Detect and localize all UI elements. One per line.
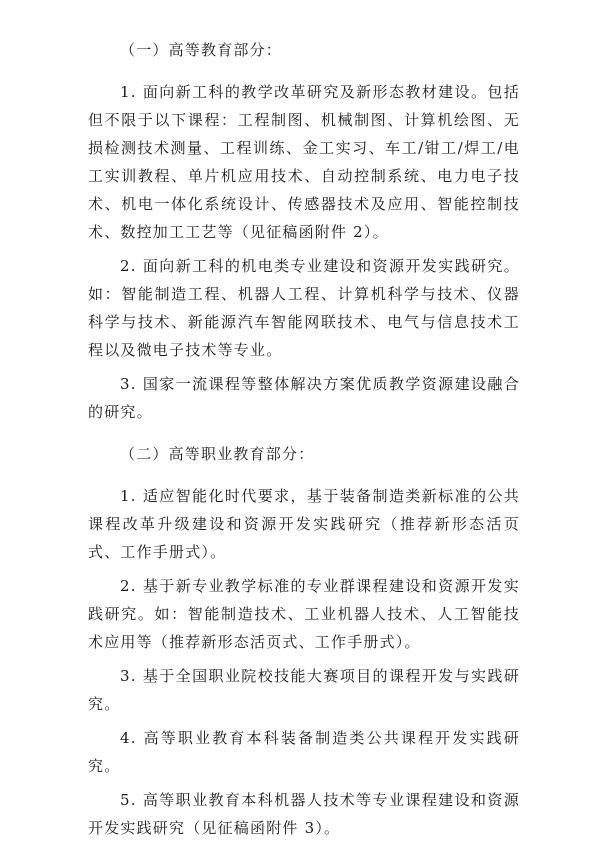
list-item: 1. 面向新工科的教学改革研究及新形态教材建设。包括但不限于以下课程：工程制图、机械制图、计算机绘图、无损检测技术测量、工程训练、金工实习、车工/钳工/焊工/电工实训教程、单片机应用技术、自动控制系统、电力电子技术、机电一体化系统设计、传感器技术及应用、智能控制技术、数控加工工艺等（见征稿函附件 2）。	[88, 83, 520, 241]
list-item: 3. 国家一流课程等整体解决方案优质教学资源建设融合的研究。	[88, 375, 520, 421]
section-higher-education	[88, 36, 520, 426]
list-item: 2. 基于新专业教学标准的专业群课程建设和资源开发实践研究。如：智能制造技术、工业机器人技术、人工智能技术应用等（推荐新形态活页式、工作手册式）。	[88, 577, 520, 651]
list-item: 5. 高等职业教育本科机器人技术等专业课程建设和资源开发实践研究（见征稿函附件 3）。	[88, 791, 520, 837]
section-heading: （二）高等职业教育部分：	[120, 445, 315, 463]
section-vocational-education	[88, 440, 520, 842]
list-item: 2. 面向新工科的机电类专业建设和资源开发实践研究。如：智能制造工程、机器人工程、计算机科学与技术、仪器科学与技术、新能源汽车智能网联技术、电气与信息技术工程以及微电子技术等专业。	[88, 257, 520, 359]
list-item: 1. 适应智能化时代要求，基于装备制造类新标准的公共课程改革升级建设和资源开发实践研究（推荐新形态活页式、工作手册式）。	[88, 487, 520, 561]
section-heading: （一）高等教育部分：	[120, 41, 283, 59]
list-item: 4. 高等职业教育本科装备制造类公共课程开发实践研究。	[88, 729, 520, 775]
list-item: 3. 基于全国职业院校技能大赛项目的课程开发与实践研究。	[88, 667, 520, 713]
document-body	[88, 36, 520, 848]
